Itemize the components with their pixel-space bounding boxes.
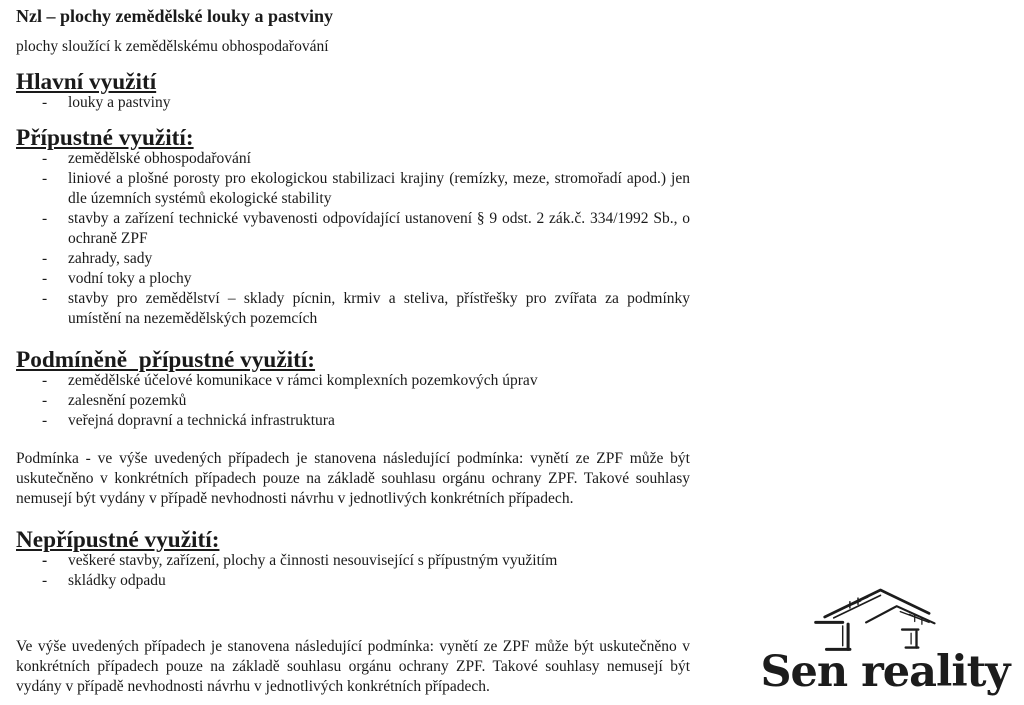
document-subtitle: plochy sloužící k zemědělskému obhospodařování (16, 38, 329, 55)
bullet-dash: - (42, 270, 48, 287)
bullet-dash: - (42, 552, 48, 569)
item-list (16, 149, 690, 329)
list-item (16, 289, 690, 329)
bullet-dash: - (42, 572, 48, 589)
section-heading: Podmíněně přípustné využití: (16, 347, 316, 373)
list-item-text: zalesnění pozemků (68, 392, 187, 409)
list-item (16, 391, 690, 411)
list-item-text: zemědělské obhospodařování (68, 150, 251, 167)
section-heading: Hlavní využití (16, 69, 157, 95)
section-hlavni-vyuziti (16, 69, 690, 113)
list-item (16, 93, 690, 113)
list-item-text: liniové a plošné porosty pro ekologickou stabilizaci krajiny (remízky, meze, stromořadí apod.) jen dle územních systémů ekologické stability (68, 170, 690, 207)
list-item (16, 149, 690, 169)
section-heading: Nepřípustné využití: (16, 527, 220, 553)
list-item (16, 551, 690, 571)
bullet-dash: - (42, 372, 48, 389)
section-nepripustne-vyuziti (16, 527, 690, 591)
bullet-dash: - (42, 94, 48, 111)
condition-paragraph: Podmínka - ve výše uvedených případech je stanovena následující podmínka: vynětí ze ZPF může být uskutečněno v konkrétních případech pouze na základě souhlasu orgánu ochrany ZPF. Takové souhlasy nemusejí být vydány v případě nevhodnosti návrhu v jednotlivých konkrétních případech. (16, 450, 690, 507)
list-item-text: vodní toky a plochy (68, 270, 192, 287)
list-item-text: stavby pro zemědělství – sklady pícnin, krmiv a steliva, přístřešky pro zvířata za podmínky umístění na nezemědělských pozemcích (68, 290, 690, 327)
list-item (16, 169, 690, 209)
document-page (16, 4, 690, 697)
list-item-text: skládky odpadu (68, 572, 166, 589)
bullet-dash: - (42, 392, 48, 409)
section-pripustne-vyuziti (16, 125, 690, 329)
list-item-text: louky a pastviny (68, 94, 171, 111)
list-item-text: veškeré stavby, zařízení, plochy a činnosti nesouvisející s přípustným využitím (68, 552, 558, 569)
list-item (16, 269, 690, 289)
bullet-dash: - (42, 170, 48, 187)
item-list (16, 551, 690, 591)
item-list (16, 371, 690, 431)
section-heading: Přípustné využití: (16, 125, 194, 151)
list-item-text: zemědělské účelové komunikace v rámci komplexních pozemkových úprav (68, 372, 538, 389)
list-item-text: veřejná dopravní a technická infrastruktura (68, 412, 335, 429)
list-item (16, 411, 690, 431)
item-list (16, 93, 690, 113)
list-item (16, 571, 690, 591)
list-item (16, 371, 690, 391)
house-sketch-icon (800, 581, 970, 653)
bullet-dash: - (42, 150, 48, 167)
section-podminene-pripustne-vyuziti (16, 347, 690, 431)
list-item (16, 209, 690, 249)
bullet-dash: - (42, 412, 48, 429)
page-title: Nzl – plochy zemědělské louky a pastviny (16, 6, 334, 26)
bullet-dash: - (42, 250, 48, 267)
sen-reality-logo (760, 581, 1010, 695)
bullet-dash: - (42, 210, 48, 227)
list-item-text: zahrady, sady (68, 250, 153, 267)
logo-wordmark: Sen reality (760, 647, 1010, 697)
list-item (16, 249, 690, 269)
final-condition-paragraph: Ve výše uvedených případech je stanovena následující podmínka: vynětí ze ZPF může být uskutečněno v konkrétních případech pouze na základě souhlasu orgánu ochrany ZPF. Takové souhlasy nemusejí být vydány v případě nevhodnosti návrhu v jednotlivých konkrétních případech. (16, 638, 690, 695)
list-item-text: stavby a zařízení technické vybavenosti odpovídající ustanovení § 9 odst. 2 zák.č. 334/1992 Sb., o ochraně ZPF (68, 210, 690, 247)
bullet-dash: - (42, 290, 48, 307)
